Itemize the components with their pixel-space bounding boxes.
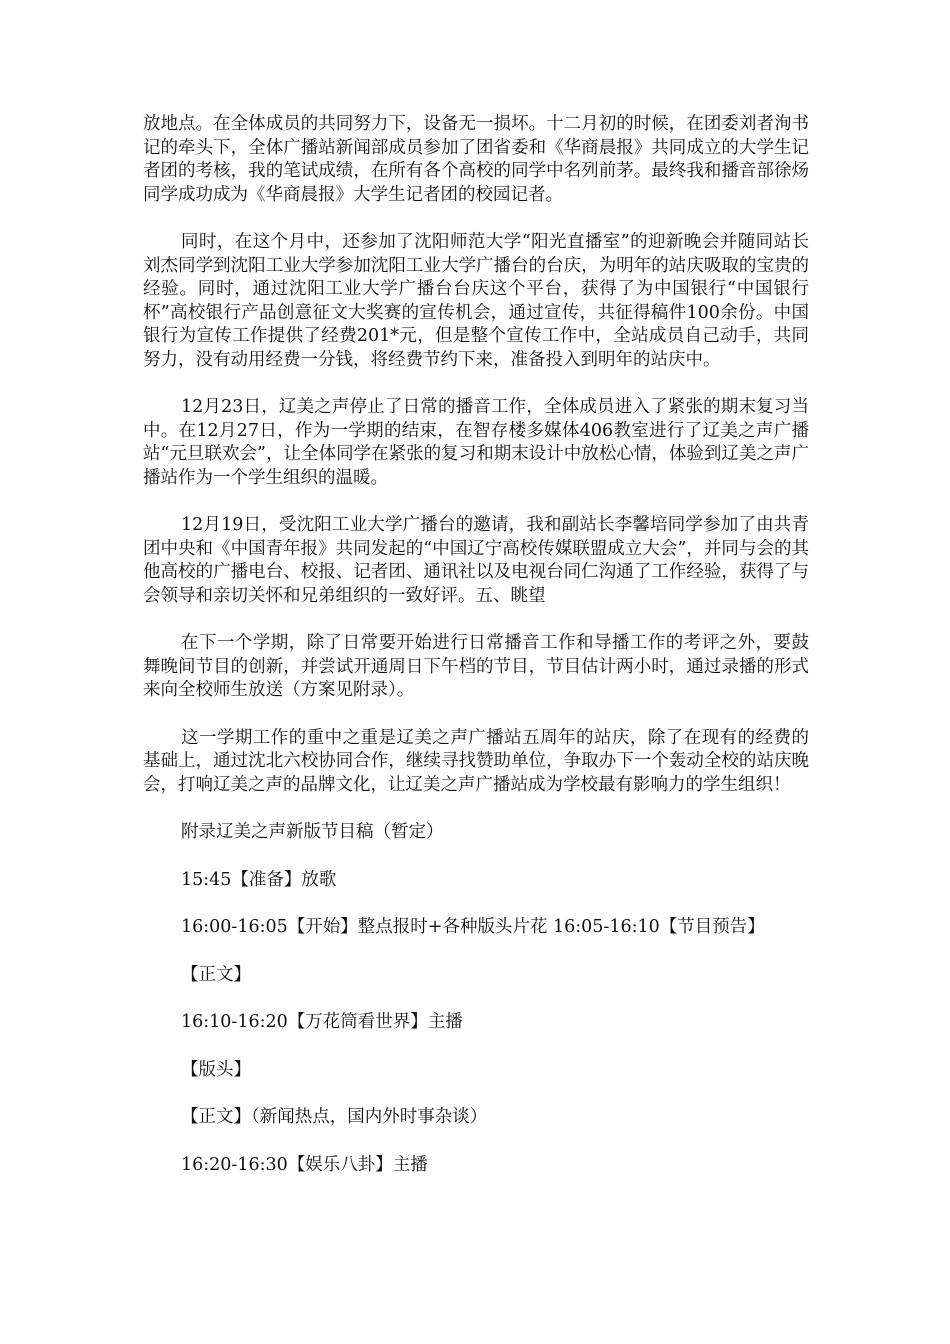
schedule-item: 【正文】（新闻热点，国内外时事杂谈）	[181, 1107, 488, 1127]
schedule-item: 【正文】	[181, 964, 251, 985]
paragraph-events-and-sponsorship: 同时，在这个月中，还参加了沈阳师范大学“阳光直播室”的迎新晚会并随同站长刘杰同学到沈阳工业大学参加沈阳工业大学广播台的台庆，为明年的站庆吸取的宝贵的经验。同时，通过沈阳工业大学广播台台庆这个平台，获得了为中国银行“中国银行杯”高校银行产品创意征文大奖赛的宣传机会，通过宣传，共征得稿件100余份。中国银行为宣传工作提供了经费201*元，但是整个宣传工作中，全站成员自己动手，共同努力，没有动用经费一分钱，将经费节约下来，准备投入到明年的站庆中。	[143, 232, 809, 370]
schedule-item: 15:45【准备】放歌	[181, 869, 337, 890]
schedule-item: 16:10-16:20【万花筒看世界】主播	[181, 1012, 463, 1032]
paragraph-media-alliance: 12月19日，受沈阳工业大学广播台的邀请，我和副站长李馨培同学参加了由共青团中央和《中国青年报》共同发起的“中国辽宁高校传媒联盟成立大会”，并同与会的其他高校的广播电台、校报、记者团、通讯社以及电视台同仁沟通了工作经验，获得了与会领导和亲切关怀和兄弟组织的一致好评。五、眺望	[143, 515, 809, 606]
schedule-item: 16:00-16:05【开始】整点报时+各种版头片花 16:05-16:10【节目预告】	[181, 917, 765, 937]
paragraph-new-year-party: 12月23日，辽美之声停止了日常的播音工作，全体成员进入了紧张的期末复习当中。在12月27日，作为一学期的结束，在智存楼多媒体406教室进行了辽美之声广播站“元旦联欢会”，让全体同学在紧张的复习和期末设计中放松心情，体验到辽美之声广播站作为一个学生组织的温暖。	[143, 397, 809, 488]
document-body	[143, 113, 809, 1177]
paragraph-anniversary: 这一学期工作的重中之重是辽美之声广播站五周年的站庆，除了在现有的经费的基础上，通过沈北六校协同合作，继续寻找赞助单位，争取办下一个轰动全校的站庆晚会，打响辽美之声的品牌文化，让辽美之声广播站成为学校最有影响力的学生组织！	[143, 727, 809, 795]
schedule-item: 16:20-16:30【娱乐八卦】主播	[181, 1154, 428, 1175]
appendix-title: 附录辽美之声新版节目稿（暂定）	[181, 822, 444, 842]
schedule-item: 【版头】	[181, 1059, 251, 1080]
paragraph-next-semester: 在下一个学期，除了日常要开始进行日常播音工作和导播工作的考评之外，要鼓舞晚间节目的创新，并尝试开通周日下午档的节目，节目估计两小时，通过录播的形式来向全校师生放送（方案见附录）。	[143, 633, 809, 700]
paragraph-equipment-and-reporter-team: 放地点。在全体成员的共同努力下，设备无一损坏。十二月初的时候，在团委刘者洵书记的牵头下，全体广播站新闻部成员参加了团省委和《华商晨报》共同成立的大学生记者团的考核，我的笔试成绩，在所有各个高校的同学中名列前茅。最终我和播音部徐炀同学成功成为《华商晨报》大学生记者团的校园记者。	[143, 114, 809, 205]
